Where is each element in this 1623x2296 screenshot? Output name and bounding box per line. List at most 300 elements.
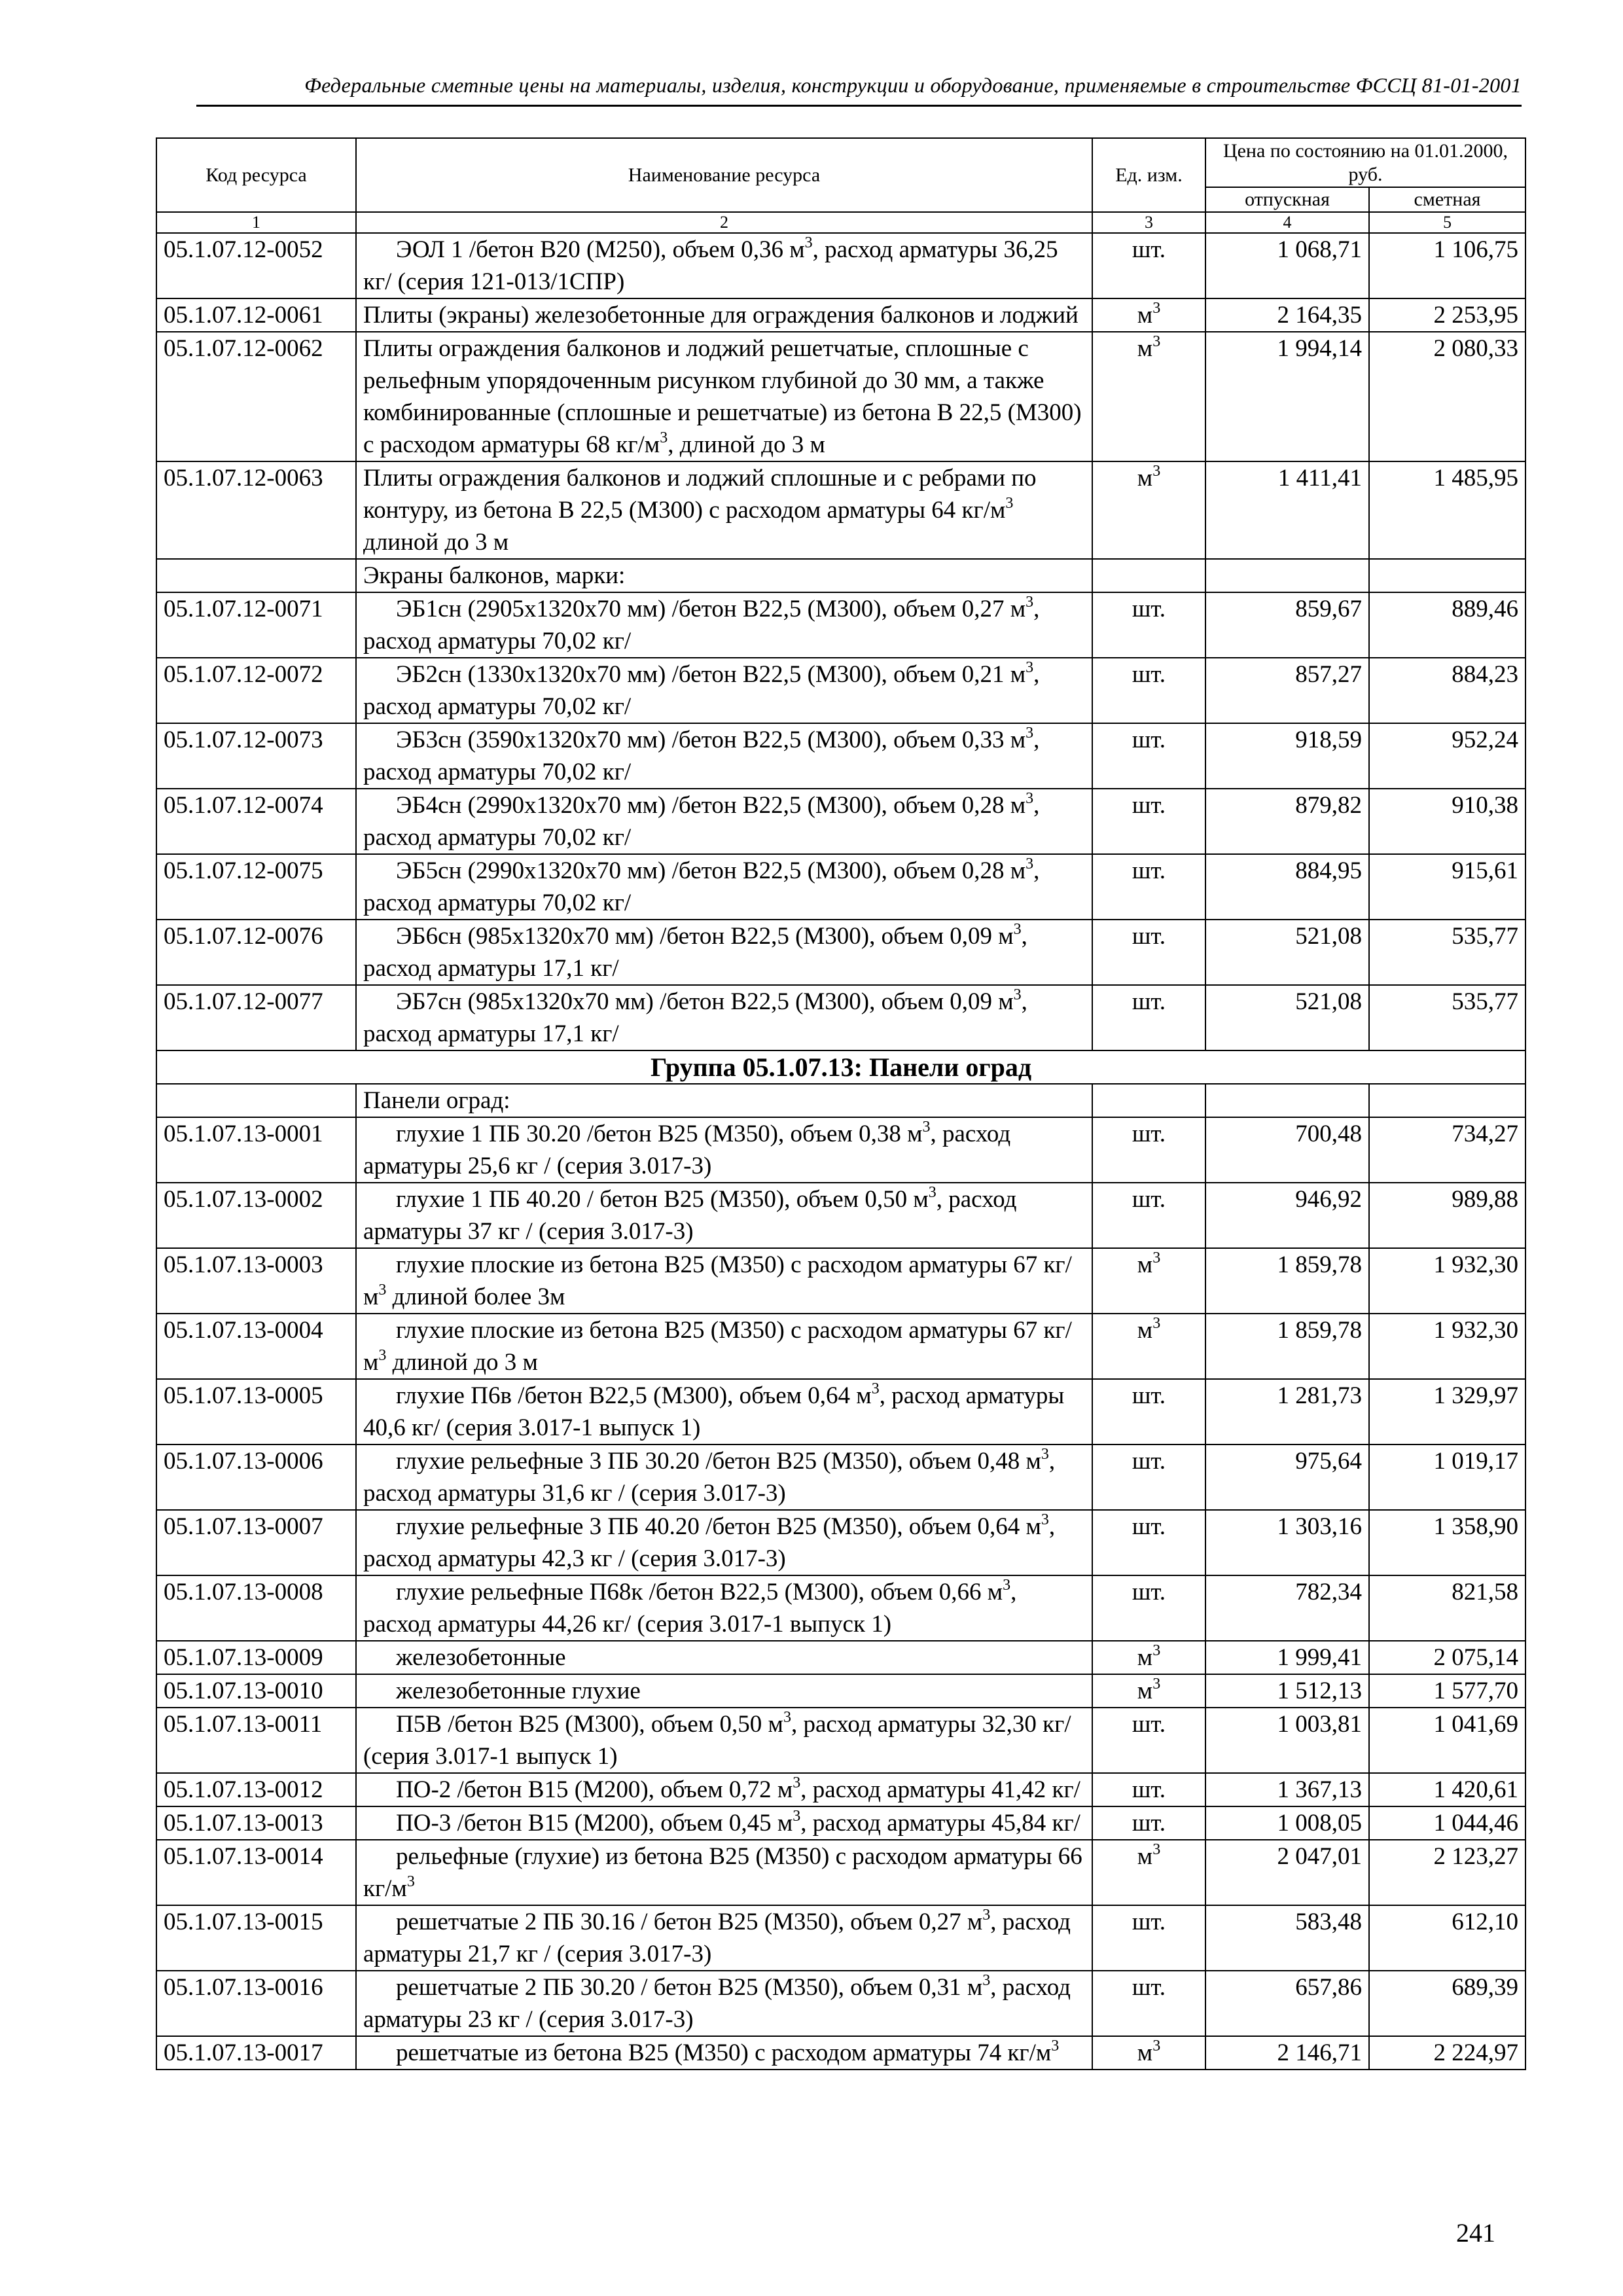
superscript: 3 xyxy=(1005,494,1014,512)
group-title: Группа 05.1.07.13: Панели оград xyxy=(156,1050,1525,1084)
name-text: Плиты ограждения балконов и лоджий решетчатые, сплошные с рельефным упорядоченным рисунком глубиной до 30 мм, а также комбинированные (сплошные и решетчатые) из бетона В 22,5 (М300) с расходом арматуры 68 кг/м xyxy=(363,335,1082,458)
name-text: , расход арматуры 70,02 кг/ xyxy=(363,596,1040,655)
release-price: 975,64 xyxy=(1205,1444,1369,1510)
resource-name xyxy=(356,723,1092,789)
table-row xyxy=(156,1117,1525,1183)
unit-text: шт. xyxy=(1132,661,1166,688)
resource-code: 05.1.07.12-0075 xyxy=(156,854,356,920)
resource-code: 05.1.07.13-0013 xyxy=(156,1806,356,1840)
resource-code: 05.1.07.12-0061 xyxy=(156,298,356,332)
column-number: 2 xyxy=(356,212,1092,233)
unit-text: шт. xyxy=(1132,1121,1166,1147)
table-row xyxy=(156,1444,1525,1510)
header-price-group: Цена по состоянию на 01.01.2000, руб. xyxy=(1205,138,1525,187)
estimate-price: 1 041,69 xyxy=(1369,1708,1525,1773)
superscript: 3 xyxy=(660,429,668,446)
name-text: , расход арматуры 31,6 кг / (серия 3.017-3) xyxy=(363,1448,1056,1507)
resource-name xyxy=(356,1641,1092,1674)
resource-code: 05.1.07.13-0002 xyxy=(156,1183,356,1248)
subheading-row xyxy=(156,559,1525,592)
unit-text: шт. xyxy=(1132,1579,1166,1605)
superscript: 3 xyxy=(804,234,813,251)
superscript: 3 xyxy=(1026,593,1034,611)
superscript: 3 xyxy=(1013,986,1022,1003)
unit-cell xyxy=(1092,723,1205,789)
release-price: 946,92 xyxy=(1205,1183,1369,1248)
unit-text: м xyxy=(1137,302,1153,329)
unit-cell-empty xyxy=(1092,559,1205,592)
table-row xyxy=(156,1773,1525,1806)
superscript: 3 xyxy=(1026,855,1034,872)
superscript: 3 xyxy=(1026,789,1034,807)
header-unit: Ед. изм. xyxy=(1092,138,1205,212)
name-text: рельефные (глухие) из бетона В25 (М350) с расходом арматуры 66 кг/м xyxy=(363,1843,1082,1902)
superscript: 3 xyxy=(982,1971,991,1989)
price-cell-empty xyxy=(1369,1084,1525,1117)
resource-name xyxy=(356,920,1092,985)
superscript: 3 xyxy=(1051,2037,1060,2054)
unit-text: м xyxy=(1137,1843,1153,1870)
estimate-price: 889,46 xyxy=(1369,592,1525,658)
table-row xyxy=(156,592,1525,658)
resource-code: 05.1.07.13-0001 xyxy=(156,1117,356,1183)
resource-code: 05.1.07.13-0007 xyxy=(156,1510,356,1575)
estimate-price: 884,23 xyxy=(1369,658,1525,723)
unit-cell xyxy=(1092,658,1205,723)
resource-code: 05.1.07.12-0077 xyxy=(156,985,356,1050)
name-text: , расход арматуры 37 кг / (серия 3.017-3) xyxy=(363,1186,1017,1245)
release-price: 1 859,78 xyxy=(1205,1248,1369,1314)
release-price: 1 281,73 xyxy=(1205,1379,1369,1444)
name-text: ЭБ7сн (985х1320х70 мм) /бетон В22,5 (М300), объем 0,09 м xyxy=(396,988,1014,1015)
unit-text: шт. xyxy=(1132,923,1166,950)
name-text: , расход арматуры 17,1 кг/ xyxy=(363,923,1027,982)
unit-cell xyxy=(1092,1905,1205,1971)
name-text: , расход арматуры 41,42 кг/ xyxy=(800,1776,1080,1803)
name-text: ПО-3 /бетон В15 (М200), объем 0,45 м xyxy=(396,1810,793,1837)
section-rows-a xyxy=(156,233,1525,559)
resource-name xyxy=(356,1674,1092,1708)
unit-cell xyxy=(1092,1575,1205,1641)
table-row xyxy=(156,1708,1525,1773)
name-text: П5В /бетон В25 (М300), объем 0,50 м xyxy=(396,1711,783,1738)
resource-code: 05.1.07.12-0062 xyxy=(156,332,356,461)
resource-code: 05.1.07.13-0005 xyxy=(156,1379,356,1444)
price-cell-empty xyxy=(1205,559,1369,592)
unit-text: шт. xyxy=(1132,236,1166,263)
estimate-price: 1 019,17 xyxy=(1369,1444,1525,1510)
release-price: 1 512,13 xyxy=(1205,1674,1369,1708)
unit-text: шт. xyxy=(1132,1810,1166,1837)
header-rule xyxy=(196,105,1522,107)
resource-code: 05.1.07.13-0011 xyxy=(156,1708,356,1773)
unit-cell xyxy=(1092,1708,1205,1773)
name-text: глухие рельефные 3 ПБ 30.20 /бетон В25 (М350), объем 0,48 м xyxy=(396,1448,1041,1475)
name-text: глухие рельефные П68к /бетон В22,5 (М300), объем 0,66 м xyxy=(396,1579,1003,1605)
resource-name xyxy=(356,1905,1092,1971)
name-text: , расход арматуры 42,3 кг / (серия 3.017-3) xyxy=(363,1513,1056,1572)
table-row xyxy=(156,1840,1525,1905)
name-text: Плиты (экраны) железобетонные для ограждения балконов и лоджий xyxy=(363,302,1079,329)
release-price: 1 411,41 xyxy=(1205,461,1369,559)
name-text: , расход арматуры 44,26 кг/ (серия 3.017-1 выпуск 1) xyxy=(363,1579,1017,1638)
release-price: 1 994,14 xyxy=(1205,332,1369,461)
release-price: 583,48 xyxy=(1205,1905,1369,1971)
unit-text: м xyxy=(1137,1251,1153,1278)
unit-text: м xyxy=(1137,1677,1153,1704)
estimate-price: 1 932,30 xyxy=(1369,1248,1525,1314)
name-text: железобетонные xyxy=(396,1644,566,1671)
estimate-price: 1 358,90 xyxy=(1369,1510,1525,1575)
resource-name xyxy=(356,298,1092,332)
column-number: 5 xyxy=(1369,212,1525,233)
resource-name xyxy=(356,1575,1092,1641)
resource-code: 05.1.07.12-0071 xyxy=(156,592,356,658)
code-cell-empty xyxy=(156,559,356,592)
table-row xyxy=(156,1248,1525,1314)
name-text: , расход арматуры 23 кг / (серия 3.017-3) xyxy=(363,1974,1071,2033)
resource-name xyxy=(356,1314,1092,1379)
unit-text: шт. xyxy=(1132,1382,1166,1409)
table-row xyxy=(156,789,1525,854)
unit-text: шт. xyxy=(1132,1776,1166,1803)
name-text: ЭБ6сн (985х1320х70 мм) /бетон В22,5 (М300), объем 0,09 м xyxy=(396,923,1014,950)
unit-superscript: 3 xyxy=(1152,462,1161,480)
name-text: длиной до 3 м xyxy=(386,1349,538,1376)
name-text: ЭБ2сн (1330х1320х70 мм) /бетон В22,5 (М300), объем 0,21 м xyxy=(396,661,1026,688)
table-row xyxy=(156,854,1525,920)
name-text: ЭБ4сн (2990х1320х70 мм) /бетон В22,5 (М300), объем 0,28 м xyxy=(396,792,1026,819)
release-price: 657,86 xyxy=(1205,1971,1369,2036)
unit-text: шт. xyxy=(1132,1186,1166,1213)
superscript: 3 xyxy=(928,1183,936,1201)
estimate-price: 535,77 xyxy=(1369,985,1525,1050)
unit-superscript: 3 xyxy=(1152,1249,1161,1266)
header-name: Наименование ресурса xyxy=(356,138,1092,212)
superscript: 3 xyxy=(783,1708,791,1726)
estimate-price: 989,88 xyxy=(1369,1183,1525,1248)
unit-text: м xyxy=(1137,465,1153,492)
estimate-price: 2 123,27 xyxy=(1369,1840,1525,1905)
release-price: 1 068,71 xyxy=(1205,233,1369,298)
table-row xyxy=(156,2036,1525,2070)
name-text: глухие П6в /бетон В22,5 (М300), объем 0,64 м xyxy=(396,1382,872,1409)
resource-name xyxy=(356,1117,1092,1183)
table-row xyxy=(156,1971,1525,2036)
table-row xyxy=(156,1510,1525,1575)
unit-superscript: 3 xyxy=(1152,2037,1161,2054)
estimate-price: 2 080,33 xyxy=(1369,332,1525,461)
name-text: ЭБ3сн (3590х1320х70 мм) /бетон В22,5 (М300), объем 0,33 м xyxy=(396,726,1026,753)
unit-cell xyxy=(1092,2036,1205,2070)
estimate-price: 2 075,14 xyxy=(1369,1641,1525,1674)
table-row xyxy=(156,1379,1525,1444)
resource-name xyxy=(356,789,1092,854)
release-price: 1 303,16 xyxy=(1205,1510,1369,1575)
release-price: 879,82 xyxy=(1205,789,1369,854)
name-text: длиной более 3м xyxy=(386,1283,565,1310)
resource-name xyxy=(356,1806,1092,1840)
column-number: 3 xyxy=(1092,212,1205,233)
name-text: , расход арматуры 36,25 кг/ (серия 121-013/1СПР) xyxy=(363,236,1058,295)
release-price: 1 999,41 xyxy=(1205,1641,1369,1674)
name-text: ЭБ1сн (2905х1320х70 мм) /бетон В22,5 (М300), объем 0,27 м xyxy=(396,596,1026,622)
section-rows-c xyxy=(156,1117,1525,2070)
unit-text: шт. xyxy=(1132,792,1166,819)
unit-superscript: 3 xyxy=(1152,1641,1161,1659)
release-price: 859,67 xyxy=(1205,592,1369,658)
unit-cell xyxy=(1092,1510,1205,1575)
release-price: 2 164,35 xyxy=(1205,298,1369,332)
superscript: 3 xyxy=(1041,1511,1049,1528)
name-text: , расход арматуры 21,7 кг / (серия 3.017-3) xyxy=(363,1909,1071,1967)
name-text: решетчатые 2 ПБ 30.16 / бетон В25 (М350), объем 0,27 м xyxy=(396,1909,983,1935)
estimate-price: 1 329,97 xyxy=(1369,1379,1525,1444)
name-text: глухие 1 ПБ 40.20 / бетон В25 (М350), объем 0,50 м xyxy=(396,1186,929,1213)
unit-cell xyxy=(1092,789,1205,854)
unit-text: шт. xyxy=(1132,988,1166,1015)
unit-cell xyxy=(1092,592,1205,658)
estimate-price: 910,38 xyxy=(1369,789,1525,854)
unit-cell xyxy=(1092,1183,1205,1248)
name-text: Плиты ограждения балконов и лоджий сплошные и с ребрами по контуру, из бетона В 22,5 (М300) с расходом арматуры 64 кг/м xyxy=(363,465,1037,524)
column-number: 1 xyxy=(156,212,356,233)
release-price: 782,34 xyxy=(1205,1575,1369,1641)
resource-code: 05.1.07.13-0015 xyxy=(156,1905,356,1971)
name-text: , расход арматуры 70,02 кг/ xyxy=(363,661,1040,720)
estimate-price: 952,24 xyxy=(1369,723,1525,789)
resource-name xyxy=(356,1379,1092,1444)
resource-name xyxy=(356,1773,1092,1806)
resource-code: 05.1.07.13-0008 xyxy=(156,1575,356,1641)
resource-code: 05.1.07.12-0073 xyxy=(156,723,356,789)
resource-code: 05.1.07.12-0076 xyxy=(156,920,356,985)
name-text: , расход арматуры 32,30 кг/ (серия 3.017-1 выпуск 1) xyxy=(363,1711,1071,1770)
unit-superscript: 3 xyxy=(1152,1675,1161,1693)
unit-cell xyxy=(1092,920,1205,985)
header-code: Код ресурса xyxy=(156,138,356,212)
estimate-price: 1 106,75 xyxy=(1369,233,1525,298)
name-text: длиной до 3 м xyxy=(363,529,509,556)
resource-name xyxy=(356,1183,1092,1248)
resource-code: 05.1.07.13-0016 xyxy=(156,1971,356,2036)
unit-cell xyxy=(1092,1444,1205,1510)
name-text: , расход арматуры 70,02 кг/ xyxy=(363,792,1040,851)
unit-cell xyxy=(1092,1314,1205,1379)
estimate-price: 2 224,97 xyxy=(1369,2036,1525,2070)
table-row xyxy=(156,1806,1525,1840)
estimate-price: 1 485,95 xyxy=(1369,461,1525,559)
code-cell-empty xyxy=(156,1084,356,1117)
price-cell-empty xyxy=(1369,559,1525,592)
table-row xyxy=(156,1641,1525,1674)
resource-name xyxy=(356,854,1092,920)
superscript: 3 xyxy=(1041,1445,1049,1463)
estimate-price: 1 420,61 xyxy=(1369,1773,1525,1806)
estimate-price: 821,58 xyxy=(1369,1575,1525,1641)
table-row xyxy=(156,985,1525,1050)
release-price: 1 367,13 xyxy=(1205,1773,1369,1806)
superscript: 3 xyxy=(1013,920,1022,938)
release-price: 521,08 xyxy=(1205,985,1369,1050)
resource-name xyxy=(356,1444,1092,1510)
name-text: , расход арматуры 25,6 кг / (серия 3.017-3) xyxy=(363,1121,1011,1179)
superscript: 3 xyxy=(378,1346,387,1364)
resource-code: 05.1.07.12-0052 xyxy=(156,233,356,298)
superscript: 3 xyxy=(1003,1576,1011,1594)
table-row xyxy=(156,233,1525,298)
resource-code: 05.1.07.13-0017 xyxy=(156,2036,356,2070)
unit-text: м xyxy=(1137,2039,1153,2066)
name-text: глухие плоские из бетона В25 (М350) с расходом арматуры 67 кг/м xyxy=(363,1317,1072,1376)
superscript: 3 xyxy=(1026,724,1034,742)
table-row xyxy=(156,1314,1525,1379)
table-row xyxy=(156,1183,1525,1248)
name-text: , расход арматуры 40,6 кг/ (серия 3.017-1 выпуск 1) xyxy=(363,1382,1065,1441)
table-row xyxy=(156,298,1525,332)
unit-cell xyxy=(1092,1840,1205,1905)
unit-cell xyxy=(1092,332,1205,461)
superscript: 3 xyxy=(378,1281,387,1299)
unit-cell xyxy=(1092,1773,1205,1806)
page-number: 241 xyxy=(1456,2218,1495,2248)
unit-text: шт. xyxy=(1132,1711,1166,1738)
release-price: 918,59 xyxy=(1205,723,1369,789)
resource-name xyxy=(356,461,1092,559)
unit-cell-empty xyxy=(1092,1084,1205,1117)
estimate-price: 915,61 xyxy=(1369,854,1525,920)
name-text: , расход арматуры 70,02 кг/ xyxy=(363,857,1040,916)
name-text: , длиной до 3 м xyxy=(668,431,825,458)
estimate-price: 535,77 xyxy=(1369,920,1525,985)
resource-name xyxy=(356,1840,1092,1905)
estimate-price: 2 253,95 xyxy=(1369,298,1525,332)
unit-superscript: 3 xyxy=(1152,299,1161,317)
superscript: 3 xyxy=(406,1873,415,1890)
subheading-balcony-screens: Экраны балконов, марки: xyxy=(356,559,1092,592)
unit-superscript: 3 xyxy=(1152,1840,1161,1858)
resource-name xyxy=(356,2036,1092,2070)
superscript: 3 xyxy=(982,1906,991,1924)
table-row xyxy=(156,332,1525,461)
unit-cell xyxy=(1092,854,1205,920)
table-row xyxy=(156,1575,1525,1641)
release-price: 1 008,05 xyxy=(1205,1806,1369,1840)
release-price: 857,27 xyxy=(1205,658,1369,723)
unit-text: шт. xyxy=(1132,1513,1166,1540)
name-text: железобетонные глухие xyxy=(396,1677,641,1704)
estimate-price: 689,39 xyxy=(1369,1971,1525,2036)
resource-name xyxy=(356,1510,1092,1575)
table-row xyxy=(156,1674,1525,1708)
unit-cell xyxy=(1092,233,1205,298)
release-price: 2 047,01 xyxy=(1205,1840,1369,1905)
column-numbers-row xyxy=(156,212,1525,233)
estimate-price: 1 932,30 xyxy=(1369,1314,1525,1379)
name-text: решетчатые 2 ПБ 30.20 / бетон В25 (М350), объем 0,31 м xyxy=(396,1974,983,2001)
unit-text: шт. xyxy=(1132,1909,1166,1935)
resource-name xyxy=(356,1971,1092,2036)
unit-text: шт. xyxy=(1132,726,1166,753)
unit-text: шт. xyxy=(1132,596,1166,622)
name-text: глухие 1 ПБ 30.20 /бетон В25 (М350), объем 0,38 м xyxy=(396,1121,923,1147)
resource-name xyxy=(356,592,1092,658)
resource-code: 05.1.07.13-0012 xyxy=(156,1773,356,1806)
table-row xyxy=(156,1905,1525,1971)
unit-cell xyxy=(1092,1674,1205,1708)
unit-text: шт. xyxy=(1132,1974,1166,2001)
unit-cell xyxy=(1092,1971,1205,2036)
resource-code: 05.1.07.13-0014 xyxy=(156,1840,356,1905)
resource-code: 05.1.07.12-0072 xyxy=(156,658,356,723)
column-number: 4 xyxy=(1205,212,1369,233)
name-text: решетчатые из бетона В25 (М350) с расходом арматуры 74 кг/м xyxy=(396,2039,1052,2066)
resource-code: 05.1.07.12-0063 xyxy=(156,461,356,559)
resource-code: 05.1.07.13-0003 xyxy=(156,1248,356,1314)
unit-text: м xyxy=(1137,1644,1153,1671)
superscript: 3 xyxy=(1026,658,1034,676)
unit-cell xyxy=(1092,1117,1205,1183)
name-text: , расход арматуры 70,02 кг/ xyxy=(363,726,1040,785)
table-row xyxy=(156,461,1525,559)
release-price: 700,48 xyxy=(1205,1117,1369,1183)
name-text: глухие плоские из бетона В25 (М350) с расходом арматуры 67 кг/м xyxy=(363,1251,1072,1310)
section-rows-b xyxy=(156,592,1525,1050)
estimate-price: 1 044,46 xyxy=(1369,1806,1525,1840)
resource-name xyxy=(356,1708,1092,1773)
resource-code: 05.1.07.13-0004 xyxy=(156,1314,356,1379)
resource-name xyxy=(356,658,1092,723)
table-row xyxy=(156,658,1525,723)
unit-cell xyxy=(1092,1641,1205,1674)
resource-code: 05.1.07.13-0010 xyxy=(156,1674,356,1708)
name-text: ЭОЛ 1 /бетон В20 (М250), объем 0,36 м xyxy=(396,236,805,263)
name-text: , расход арматуры 17,1 кг/ xyxy=(363,988,1027,1047)
estimate-price: 734,27 xyxy=(1369,1117,1525,1183)
unit-cell xyxy=(1092,298,1205,332)
unit-text: шт. xyxy=(1132,857,1166,884)
resource-name xyxy=(356,233,1092,298)
unit-text: м xyxy=(1137,1317,1153,1344)
table-row xyxy=(156,920,1525,985)
name-text: глухие рельефные 3 ПБ 40.20 /бетон В25 (М350), объем 0,64 м xyxy=(396,1513,1041,1540)
group-title-row xyxy=(156,1050,1525,1084)
resource-code: 05.1.07.12-0074 xyxy=(156,789,356,854)
release-price: 2 146,71 xyxy=(1205,2036,1369,2070)
unit-superscript: 3 xyxy=(1152,1314,1161,1332)
header-release-price: отпускная xyxy=(1205,187,1369,212)
subheading-fence-panels: Панели оград: xyxy=(356,1084,1092,1117)
price-table xyxy=(156,137,1526,2070)
estimate-price: 1 577,70 xyxy=(1369,1674,1525,1708)
release-price: 1 003,81 xyxy=(1205,1708,1369,1773)
unit-cell xyxy=(1092,461,1205,559)
release-price: 1 859,78 xyxy=(1205,1314,1369,1379)
price-cell-empty xyxy=(1205,1084,1369,1117)
resource-name xyxy=(356,985,1092,1050)
resource-code: 05.1.07.13-0009 xyxy=(156,1641,356,1674)
release-price: 521,08 xyxy=(1205,920,1369,985)
unit-cell xyxy=(1092,1806,1205,1840)
table-row xyxy=(156,723,1525,789)
superscript: 3 xyxy=(871,1380,880,1397)
superscript: 3 xyxy=(793,1807,801,1825)
name-text: ЭБ5сн (2990х1320х70 мм) /бетон В22,5 (М300), объем 0,28 м xyxy=(396,857,1026,884)
resource-code: 05.1.07.13-0006 xyxy=(156,1444,356,1510)
header-estimate-price: сметная xyxy=(1369,187,1525,212)
name-text: ПО-2 /бетон В15 (М200), объем 0,72 м xyxy=(396,1776,793,1803)
subheading-row xyxy=(156,1084,1525,1117)
